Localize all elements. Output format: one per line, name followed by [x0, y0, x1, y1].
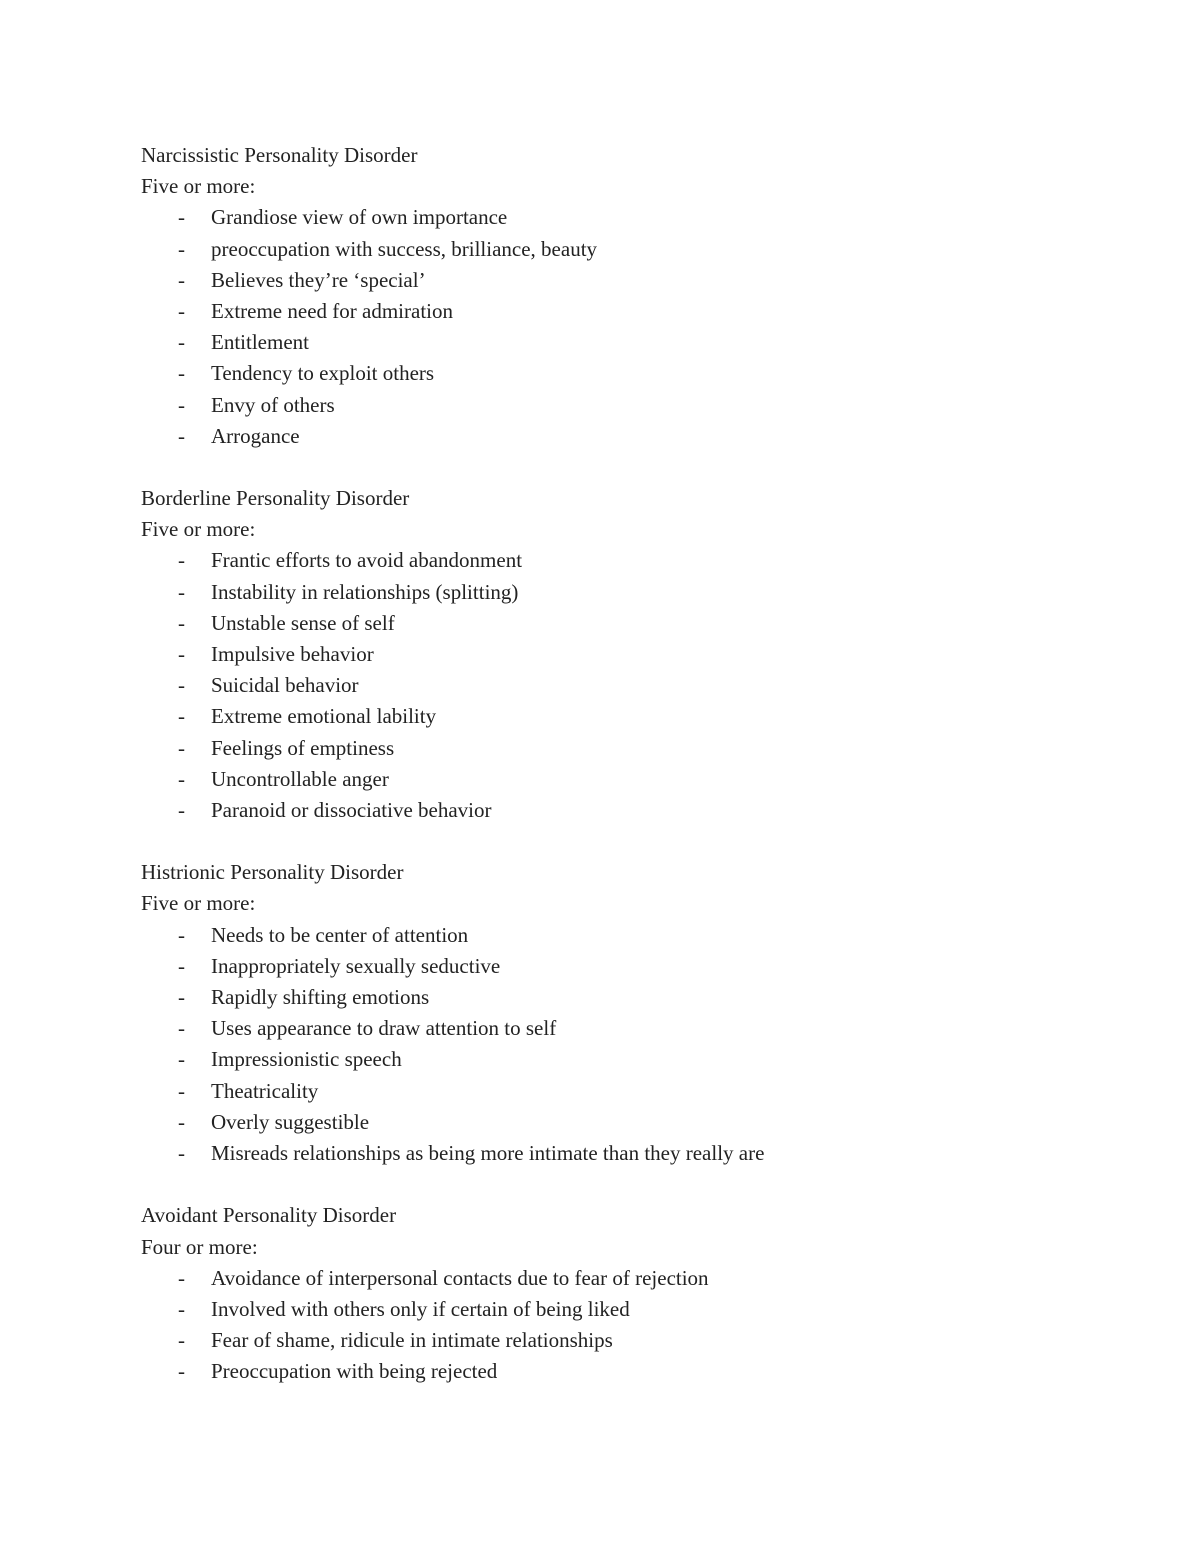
list-item — [141, 1076, 1141, 1107]
list-item — [141, 421, 1141, 452]
list-item-text: Uses appearance to draw attention to self — [211, 1016, 557, 1041]
list-item-text: Misreads relationships as being more intimate than they really are — [211, 1141, 765, 1166]
list-item — [141, 358, 1141, 389]
section-heading: Avoidant Personality Disorder — [141, 1203, 397, 1228]
list-item-text: Frantic efforts to avoid abandonment — [211, 548, 523, 573]
criteria-line: Five or more: — [141, 174, 256, 199]
list-item — [141, 920, 1141, 951]
dash-bullet: - — [178, 766, 185, 791]
criteria-list — [141, 1263, 1141, 1388]
list-item — [141, 1107, 1141, 1138]
dash-bullet: - — [178, 1016, 185, 1041]
dash-bullet: - — [178, 922, 185, 947]
list-item-text: Overly suggestible — [211, 1109, 370, 1134]
dash-bullet: - — [178, 798, 185, 823]
section-avoidant — [141, 1200, 1141, 1387]
dash-bullet: - — [178, 1141, 185, 1166]
dash-bullet: - — [178, 299, 185, 324]
dash-bullet: - — [178, 1328, 185, 1353]
list-item-text: Extreme need for admiration — [211, 299, 453, 324]
criteria-list — [141, 202, 1141, 452]
list-item-text: Preoccupation with being rejected — [211, 1359, 498, 1384]
dash-bullet: - — [178, 236, 185, 261]
section-borderline — [141, 483, 1141, 826]
dash-bullet: - — [178, 205, 185, 230]
list-item — [141, 639, 1141, 670]
dash-bullet: - — [178, 1359, 185, 1384]
list-item-text: Tendency to exploit others — [211, 361, 435, 386]
list-item-text: Believes they’re ‘special’ — [211, 267, 426, 292]
list-item — [141, 1138, 1141, 1169]
list-item-text: preoccupation with success, brilliance, beauty — [211, 236, 598, 261]
list-item — [141, 545, 1141, 576]
dash-bullet: - — [178, 392, 185, 417]
dash-bullet: - — [178, 330, 185, 355]
criteria-line: Five or more: — [141, 891, 256, 916]
dash-bullet: - — [178, 953, 185, 978]
list-item — [141, 577, 1141, 608]
list-item — [141, 1044, 1141, 1075]
list-item — [141, 265, 1141, 296]
dash-bullet: - — [178, 579, 185, 604]
list-item-text: Entitlement — [211, 330, 309, 355]
list-item-text: Grandiose view of own importance — [211, 205, 508, 230]
dash-bullet: - — [178, 423, 185, 448]
list-item — [141, 733, 1141, 764]
section-narcissistic — [141, 140, 1141, 452]
section-heading: Histrionic Personality Disorder — [141, 860, 404, 885]
list-item-text: Inappropriately sexually seductive — [211, 953, 501, 978]
list-item-text: Involved with others only if certain of being liked — [211, 1296, 630, 1321]
list-item — [141, 701, 1141, 732]
criteria-list — [141, 920, 1141, 1170]
list-item — [141, 982, 1141, 1013]
dash-bullet: - — [178, 735, 185, 760]
list-item-text: Unstable sense of self — [211, 610, 395, 635]
list-item-text: Needs to be center of attention — [211, 922, 469, 947]
dash-bullet: - — [178, 1109, 185, 1134]
dash-bullet: - — [178, 361, 185, 386]
list-item — [141, 764, 1141, 795]
list-item — [141, 296, 1141, 327]
dash-bullet: - — [178, 704, 185, 729]
dash-bullet: - — [178, 642, 185, 667]
list-item — [141, 1325, 1141, 1356]
list-item — [141, 390, 1141, 421]
list-item — [141, 202, 1141, 233]
list-item-text: Uncontrollable anger — [211, 766, 389, 791]
section-heading: Borderline Personality Disorder — [141, 486, 410, 511]
list-item-text: Fear of shame, ridicule in intimate relationships — [211, 1328, 613, 1353]
list-item — [141, 608, 1141, 639]
list-item-text: Instability in relationships (splitting) — [211, 579, 519, 604]
dash-bullet: - — [178, 1296, 185, 1321]
list-item-text: Impressionistic speech — [211, 1047, 402, 1072]
list-item-text: Avoidance of interpersonal contacts due to fear of rejection — [211, 1265, 709, 1290]
list-item — [141, 670, 1141, 701]
list-item — [141, 1263, 1141, 1294]
list-item — [141, 795, 1141, 826]
list-item — [141, 1294, 1141, 1325]
list-item — [141, 234, 1141, 265]
dash-bullet: - — [178, 267, 185, 292]
criteria-line: Five or more: — [141, 517, 256, 542]
list-item — [141, 327, 1141, 358]
section-histrionic — [141, 857, 1141, 1169]
list-item-text: Suicidal behavior — [211, 673, 359, 698]
list-item — [141, 1356, 1141, 1387]
document-content — [141, 140, 1141, 1388]
list-item — [141, 1013, 1141, 1044]
list-item-text: Rapidly shifting emotions — [211, 985, 430, 1010]
list-item-text: Arrogance — [211, 423, 300, 448]
list-item-text: Extreme emotional lability — [211, 704, 437, 729]
list-item-text: Envy of others — [211, 392, 335, 417]
list-item-text: Impulsive behavior — [211, 642, 374, 667]
dash-bullet: - — [178, 1047, 185, 1072]
dash-bullet: - — [178, 548, 185, 573]
dash-bullet: - — [178, 985, 185, 1010]
dash-bullet: - — [178, 1265, 185, 1290]
list-item — [141, 951, 1141, 982]
dash-bullet: - — [178, 1078, 185, 1103]
criteria-line: Four or more: — [141, 1234, 258, 1259]
section-heading: Narcissistic Personality Disorder — [141, 143, 418, 167]
list-item-text: Theatricality — [211, 1078, 319, 1103]
dash-bullet: - — [178, 610, 185, 635]
list-item-text: Feelings of emptiness — [211, 735, 395, 760]
criteria-list — [141, 545, 1141, 826]
dash-bullet: - — [178, 673, 185, 698]
list-item-text: Paranoid or dissociative behavior — [211, 798, 492, 823]
